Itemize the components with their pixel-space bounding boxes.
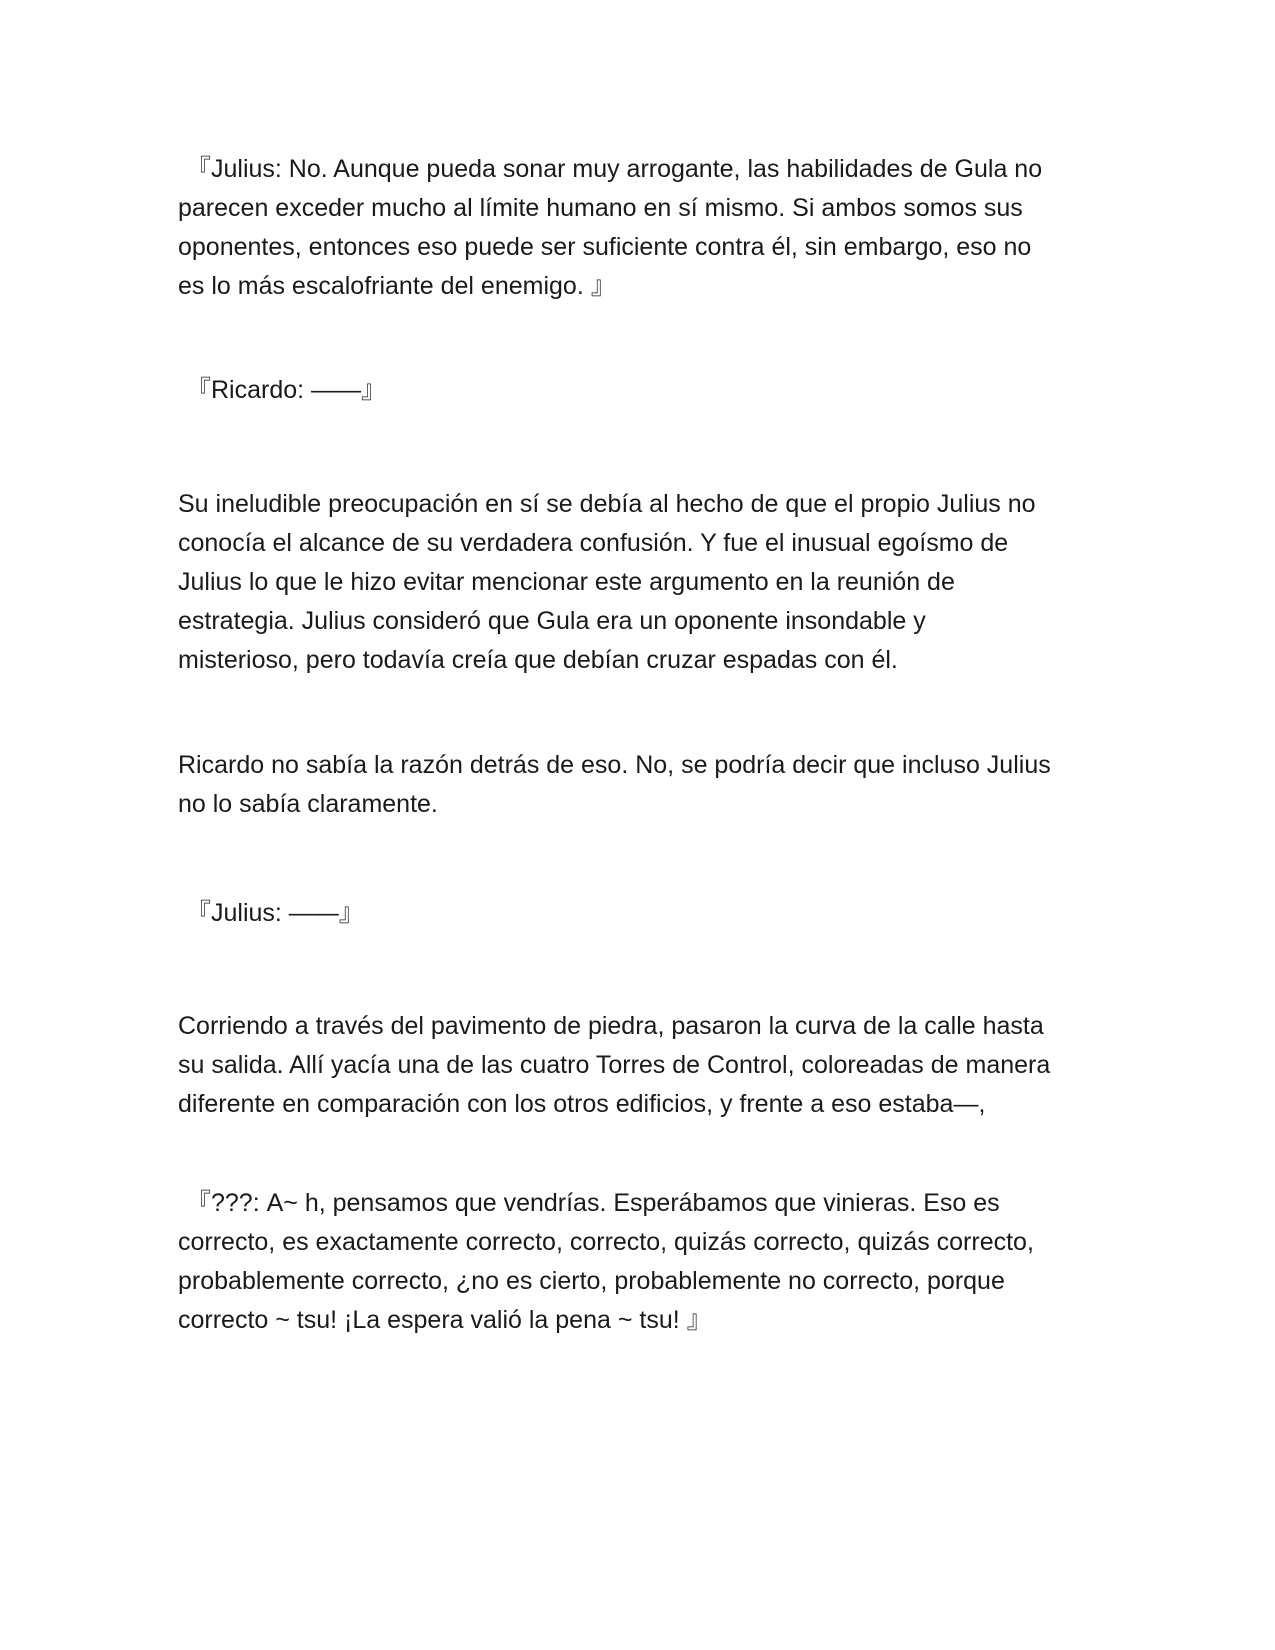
text-line: 『Julius: No. Aunque pueda sonar muy arrogante, las habilidades de Gula no	[186, 155, 1043, 183]
dialogue-julius-1	[178, 150, 1118, 306]
text-line: parecen exceder mucho al límite humano en sí mismo. Si ambos somos sus	[178, 194, 1023, 222]
narration-paragraph-2	[178, 746, 1118, 824]
text-line: probablemente correcto, ¿no es cierto, probablemente no correcto, porque	[178, 1267, 1005, 1295]
dialogue-unknown	[178, 1184, 1118, 1340]
text-line: 『???: A~ h, pensamos que vendrías. Esperábamos que vinieras. Eso es	[186, 1189, 1000, 1217]
text-line: Ricardo no sabía la razón detrás de eso. No, se podría decir que incluso Julius	[178, 751, 1051, 779]
text-line: correcto ~ tsu! ¡La espera valió la pena ~ tsu! 』	[178, 1306, 712, 1334]
text-line: 『Julius: ——』	[186, 899, 364, 927]
narration-paragraph-3	[178, 1007, 1118, 1124]
text-line: Julius lo que le hizo evitar mencionar este argumento en la reunión de	[178, 568, 955, 596]
narration-paragraph-1	[178, 485, 1118, 680]
text-line: su salida. Allí yacía una de las cuatro Torres de Control, coloreadas de manera	[178, 1051, 1051, 1079]
text-line: conocía el alcance de su verdadera confusión. Y fue el inusual egoísmo de	[178, 529, 1009, 557]
text-line: correcto, es exactamente correcto, correcto, quizás correcto, quizás correcto,	[178, 1228, 1034, 1256]
text-line: estrategia. Julius consideró que Gula era un oponente insondable y	[178, 607, 926, 635]
text-line: Corriendo a través del pavimento de piedra, pasaron la curva de la calle hasta	[178, 1012, 1044, 1040]
text-line: misterioso, pero todavía creía que debían cruzar espadas con él.	[178, 646, 898, 674]
text-line: Su ineludible preocupación en sí se debía al hecho de que el propio Julius no	[178, 490, 1036, 518]
text-line: 『Ricardo: ——』	[186, 376, 387, 404]
dialogue-ricardo	[178, 371, 1118, 410]
text-line: diferente en comparación con los otros edificios, y frente a eso estaba—,	[178, 1090, 986, 1118]
text-line: es lo más escalofriante del enemigo. 』	[178, 272, 616, 300]
text-line: oponentes, entonces eso puede ser suficiente contra él, sin embargo, eso no	[178, 233, 1032, 261]
dialogue-julius-2	[178, 894, 1118, 933]
text-line: no lo sabía claramente.	[178, 790, 438, 818]
